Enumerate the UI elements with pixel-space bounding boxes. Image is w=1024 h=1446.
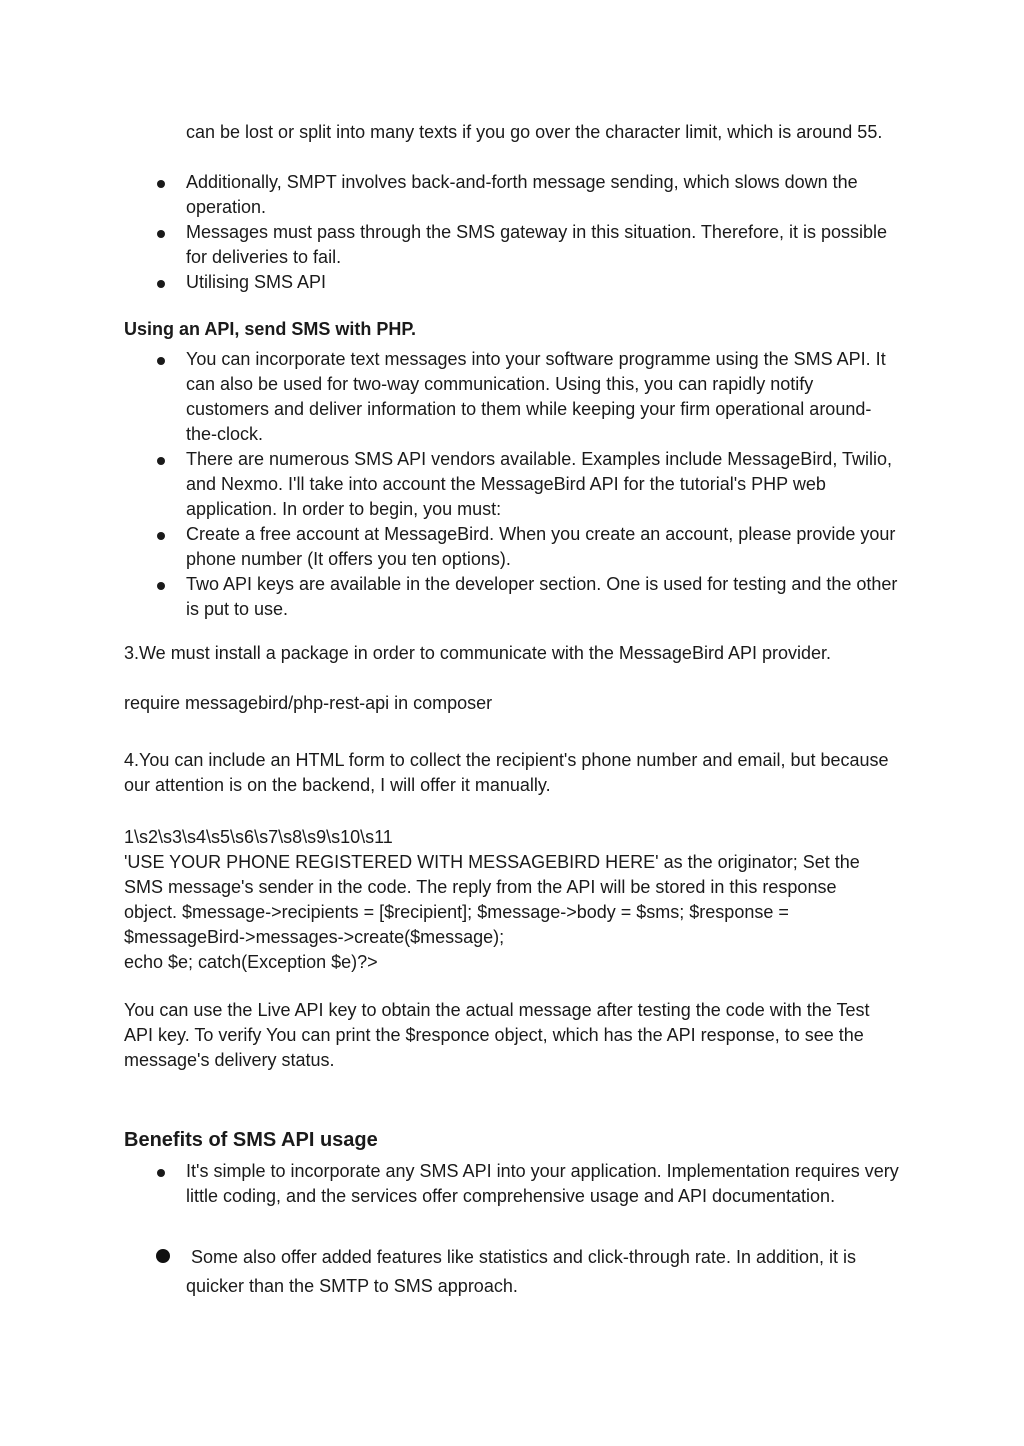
code-body: 'USE YOUR PHONE REGISTERED WITH MESSAGEBIRD HERE' as the originator; Set the SMS message's sender in the code. The reply from the API will be stored in this response object. $message->recipients = [$recipient]; $message->body = $sms; $response = $messageBird->messages->create($message); bbox=[124, 852, 860, 947]
list-item: You can incorporate text messages into your software programme using the SMS API. It can also be used for two-way communication. Using this, you can rapidly notify customers and deliver information to them while keeping your firm operational around-the-clock. bbox=[124, 347, 899, 447]
list-item: There are numerous SMS API vendors available. Examples include MessageBird, Twilio, and Nexmo. I'll take into account the MessageBird API for the tutorial's PHP web application. In order to begin, you must: bbox=[124, 447, 899, 522]
benefits-bullet-list bbox=[124, 1159, 899, 1209]
list-item: Messages must pass through the SMS gateway in this situation. Therefore, it is possible for deliveries to fail. bbox=[124, 220, 899, 270]
intro-continuation: can be lost or split into many texts if you go over the character limit, which is around 55. bbox=[186, 122, 883, 142]
code-echo: echo $e; catch(Exception $e)?> bbox=[124, 952, 378, 972]
bullet-icon bbox=[157, 230, 165, 238]
api-heading: Using an API, send SMS with PHP. bbox=[124, 319, 417, 339]
bullet-icon bbox=[157, 582, 165, 590]
list-item: Two API keys are available in the developer section. One is used for testing and the other is put to use. bbox=[124, 572, 899, 622]
list-item: Utilising SMS API bbox=[124, 270, 899, 295]
smtp-bullet-list bbox=[124, 170, 899, 295]
composer-command: require messagebird/php-rest-api in composer bbox=[124, 693, 493, 713]
benefit-text: Some also offer added features like statistics and click-through rate. In addition, it is quicker than the SMTP to SMS approach. bbox=[186, 1247, 857, 1296]
step4-paragraph: 4.You can include an HTML form to collect the recipient's phone number and email, but because our attention is on the backend, I will offer it manually. bbox=[124, 750, 889, 795]
list-item bbox=[124, 1243, 899, 1301]
code-line-numbers: 1\s2\s3\s4\s5\s6\s7\s8\s9\s10\s11 bbox=[124, 827, 393, 847]
bullet-icon bbox=[156, 1249, 170, 1263]
list-item: It's simple to incorporate any SMS API into your application. Implementation requires very little coding, and the services offer comprehensive usage and API documentation. bbox=[124, 1159, 899, 1209]
step3-paragraph: 3.We must install a package in order to communicate with the MessageBird API provider. bbox=[124, 643, 832, 663]
list-item: Additionally, SMPT involves back-and-forth message sending, which slows down the operation. bbox=[124, 170, 899, 220]
list-item: Create a free account at MessageBird. When you create an account, please provide your phone number (It offers you ten options). bbox=[124, 522, 899, 572]
live-key-paragraph: You can use the Live API key to obtain the actual message after testing the code with the Test API key. To verify You can print the $responce object, which has the API response, to see the message's delivery status. bbox=[124, 1000, 870, 1070]
bullet-icon bbox=[157, 457, 165, 465]
bullet-icon bbox=[157, 180, 165, 188]
benefits-heading: Benefits of SMS API usage bbox=[124, 1129, 378, 1151]
code-block bbox=[124, 825, 894, 975]
bullet-icon bbox=[157, 357, 165, 365]
bullet-icon bbox=[157, 1169, 165, 1177]
bullet-icon bbox=[157, 280, 165, 288]
bullet-icon bbox=[157, 532, 165, 540]
api-bullet-list bbox=[124, 347, 899, 622]
